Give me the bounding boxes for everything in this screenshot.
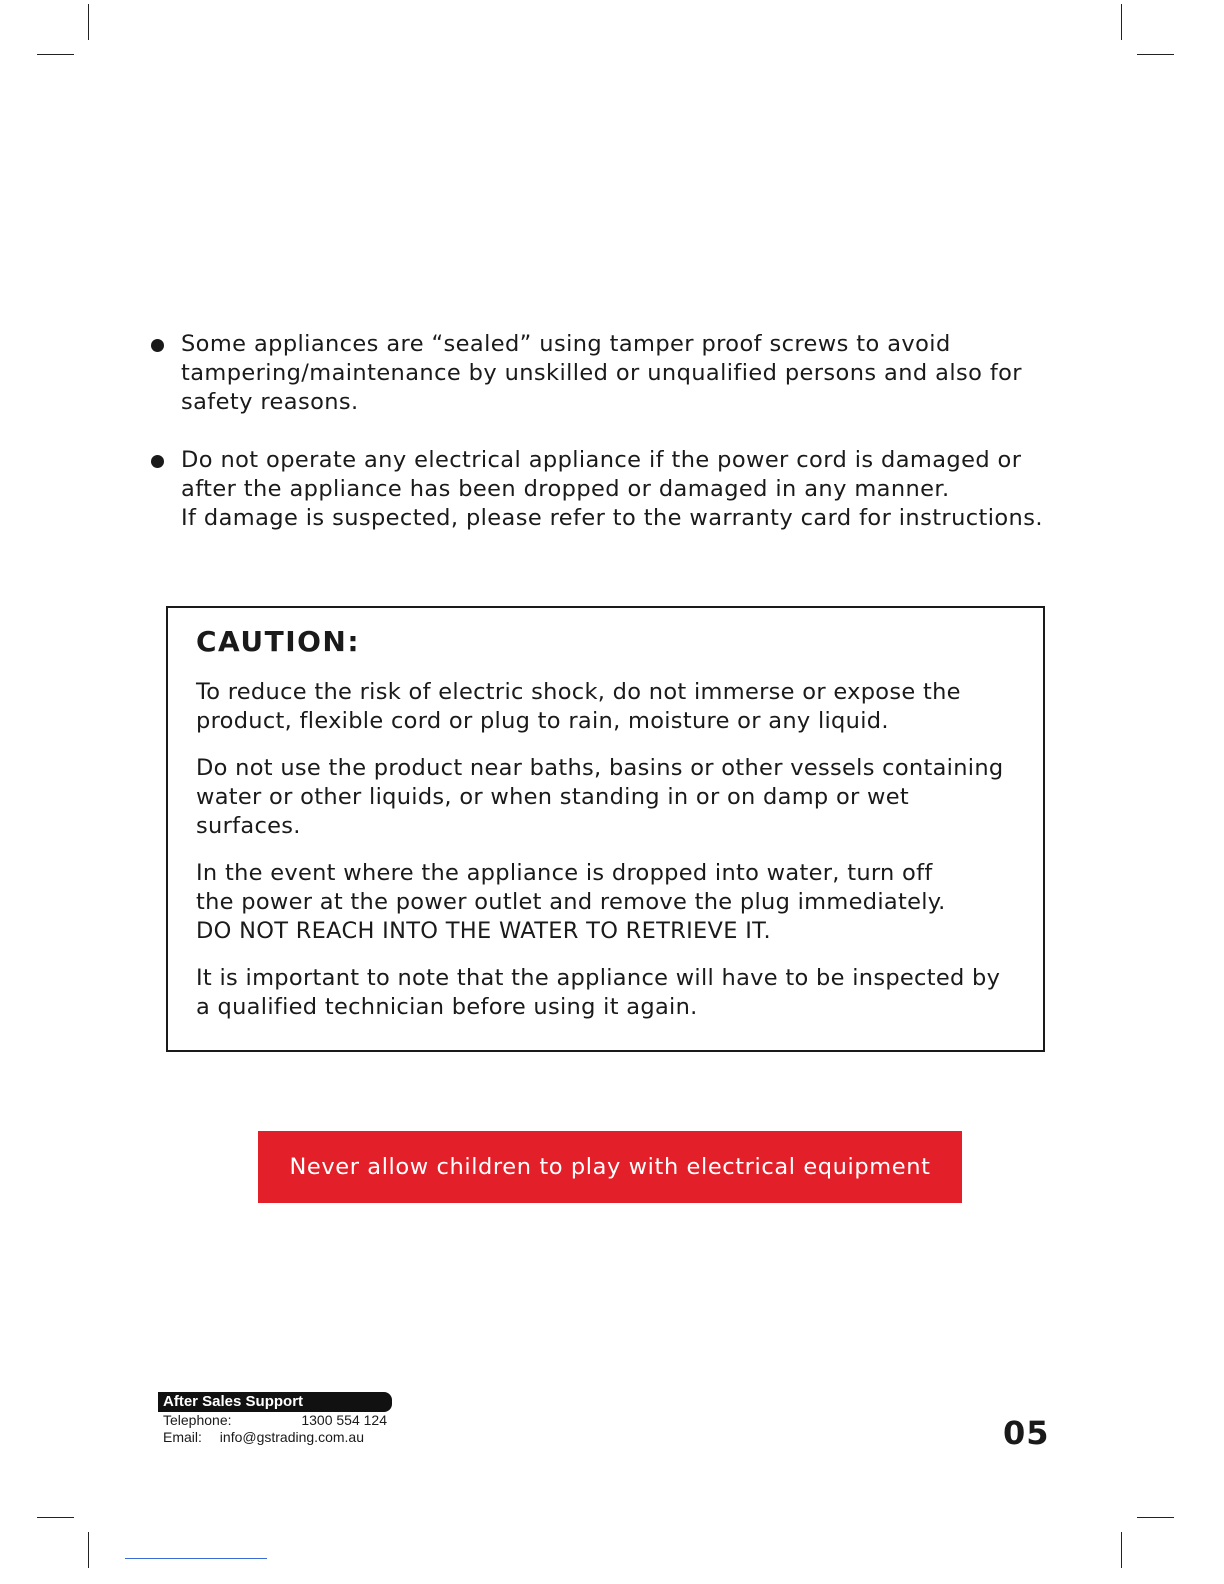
caution-text-line: a qualified technician before using it again. (196, 994, 698, 1020)
caution-text-line: Do not use the product near baths, basins or other vessels containing (196, 755, 1004, 781)
support-title: After Sales Support (158, 1392, 392, 1412)
caution-text-line: the power at the power outlet and remove the plug immediately. (196, 889, 946, 915)
bullet-text-line: If damage is suspected, please refer to the warranty card for instructions. (181, 505, 1043, 531)
bullet-item-sealed (150, 330, 1070, 417)
after-sales-support (158, 1392, 392, 1446)
bullet-dot-icon (151, 455, 164, 468)
bullet-text-line: after the appliance has been dropped or damaged in any manner. (181, 476, 950, 502)
crop-mark (37, 54, 74, 55)
children-warning-text: Never allow children to play with electrical equipment (289, 1154, 931, 1180)
crop-mark (37, 1517, 74, 1518)
link-underline (125, 1558, 267, 1559)
crop-mark (88, 4, 89, 40)
crop-mark (1121, 1532, 1122, 1568)
caution-text-line: In the event where the appliance is dropped into water, turn off (196, 860, 933, 886)
caution-text-line: DO NOT REACH INTO THE WATER TO RETRIEVE IT. (196, 918, 771, 944)
caution-text-line: product, flexible cord or plug to rain, moisture or any liquid. (196, 708, 889, 734)
caution-paragraph (196, 678, 1036, 736)
caution-box (166, 606, 1045, 1052)
support-email-row (158, 1429, 392, 1446)
caution-paragraph (196, 754, 1036, 841)
email-label: Email: (163, 1429, 202, 1445)
bullet-text-line: Some appliances are “sealed” using tamper proof screws to avoid (181, 331, 951, 357)
telephone-number[interactable]: 1300 554 124 (301, 1412, 387, 1428)
caution-text-line: surfaces. (196, 813, 301, 839)
bullet-text-line: Do not operate any electrical appliance if the power cord is damaged or (181, 447, 1022, 473)
bullet-item-power-cord (150, 446, 1070, 533)
caution-text-line: It is important to note that the appliance will have to be inspected by (196, 965, 1001, 991)
crop-mark (88, 1532, 89, 1568)
email-address[interactable]: info@gstrading.com.au (219, 1429, 364, 1445)
caution-paragraph (196, 964, 1036, 1022)
caution-text-line: water or other liquids, or when standing in or on damp or wet (196, 784, 909, 810)
support-telephone-row (158, 1412, 392, 1429)
children-warning-banner (258, 1131, 962, 1203)
caution-paragraphs (196, 678, 1036, 1040)
bullet-text-line: safety reasons. (181, 389, 359, 415)
telephone-label: Telephone: (163, 1412, 232, 1428)
bullet-dot-icon (151, 339, 164, 352)
crop-mark (1137, 1517, 1174, 1518)
bullet-text-line: tampering/maintenance by unskilled or unqualified persons and also for (181, 360, 1022, 386)
caution-paragraph (196, 859, 1036, 946)
caution-text-line: To reduce the risk of electric shock, do not immerse or expose the (196, 679, 961, 705)
safety-bullet-list (150, 330, 1070, 562)
crop-mark (1137, 54, 1174, 55)
caution-heading: CAUTION: (196, 625, 361, 658)
crop-mark (1121, 4, 1122, 40)
page-number: 05 (1003, 1414, 1050, 1452)
